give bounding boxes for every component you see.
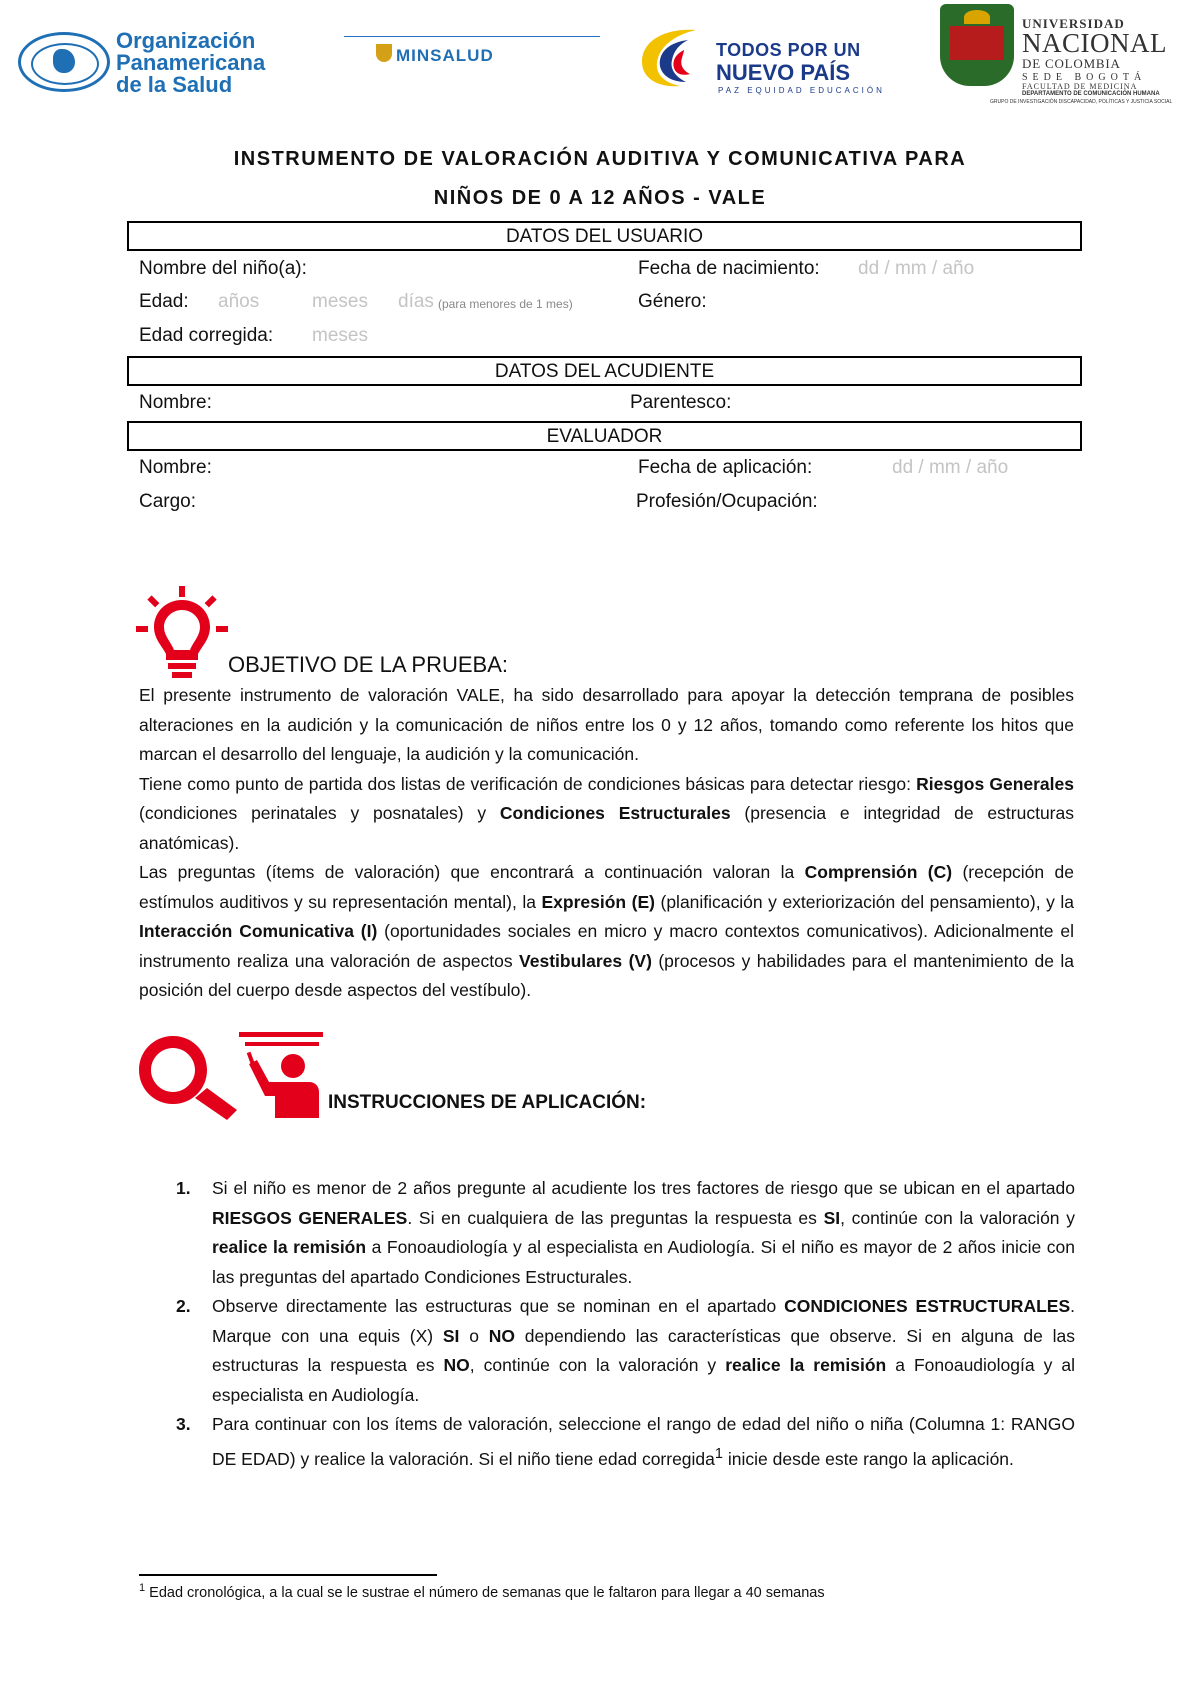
objective-heading: OBJETIVO DE LA PRUEBA: <box>228 652 508 677</box>
ops-line2: Panamericana <box>116 50 266 75</box>
minsalud-logo: MINSALUD <box>396 46 494 65</box>
instruction-item-1: 1. Si el niño es menor de 2 años pregunte al acudiente los tres factores de riesgo que se ubican en el apartado RIESGOS GENERALES. Si en cualquiera de las preguntas la respuesta es SI, continúe con la valoración y realice la remisión a Fonoaudiología y al especialista en Audiología. Si el niño es mayor de 2 años inicie con las preguntas del apartado Condiciones Estructurales. <box>170 1174 1075 1292</box>
unal-logo <box>940 2 1180 105</box>
unal-line5: FACULTAD DE MEDICINA <box>1022 82 1138 91</box>
comprension-term: Comprensión (C) <box>804 862 953 882</box>
objective-text <box>139 681 1074 1006</box>
unal-line3: DE COLOMBIA <box>1022 56 1121 71</box>
unal-shield-icon <box>940 4 1014 86</box>
todos-line2: NUEVO PAÍS <box>716 60 851 85</box>
interaccion-term: Interacción Comunicativa (I) <box>139 921 378 941</box>
corrected-age-months-field[interactable]: meses <box>312 325 368 346</box>
teacher-icon <box>235 1030 325 1120</box>
vestibulares-term: Vestibulares (V) <box>519 950 652 971</box>
ops-logo <box>18 30 298 95</box>
section-header-usuario: DATOS DEL USUARIO <box>127 221 1082 251</box>
age-label: Edad: <box>139 291 189 312</box>
colombia-shield-icon <box>376 44 392 62</box>
application-date-label: Fecha de aplicación: <box>638 457 813 478</box>
unal-line6: DEPARTAMENTO DE COMUNICACIÓN HUMANA <box>1022 91 1160 97</box>
evaluator-name-label: Nombre: <box>139 457 212 478</box>
footnote-reference[interactable]: 1 <box>714 1445 724 1462</box>
instruction-item-3: 3. Para continuar con los ítems de valoración, seleccione el rango de edad del niño o niña (Columna 1: RANGO DE EDAD) y realice la valoración. Si el niño tiene edad corregida$^1$ inicie desde este rango la aplicación. <box>170 1410 1075 1474</box>
birth-date-label: Fecha de nacimiento: <box>638 258 820 279</box>
condiciones-estructurales-term: Condiciones Estructurales <box>499 803 731 823</box>
colombia-swoosh-icon <box>636 24 708 92</box>
unal-line1: UNIVERSIDAD <box>1022 16 1125 31</box>
footnote-divider <box>139 1574 437 1576</box>
minsalud-divider <box>344 36 600 37</box>
instructions-heading: INSTRUCCIONES DE APLICACIÓN: <box>328 1092 647 1113</box>
riesgos-generales-term: Riesgos Generales <box>916 773 1074 794</box>
objective-paragraph-1: El presente instrumento de valoración VALE, ha sido desarrollado para apoyar la detección temprana de posibles alteraciones en la audición y la comunicación de niños entre los 0 y 12 años, tomando como referente los hitos que marcan el desarrollo del lenguaje, la audición y la comunicación. <box>139 685 1074 764</box>
document-title-line1: INSTRUMENTO DE VALORACIÓN AUDITIVA Y COMUNICATIVA PARA <box>233 148 967 170</box>
magnifier-icon <box>137 1034 239 1120</box>
instruction-item-2: 2. Observe directamente las estructuras que se nominan en el apartado CONDICIONES ESTRUCTURALES. Marque con una equis (X) SI o NO dependiendo las características que observe. Si en alguna de las estructuras la respuesta es NO, continúe con la valoración y realice la remisión a Fonoaudiología y al especialista en Audiología. <box>170 1292 1075 1410</box>
corrected-age-label: Edad corregida: <box>139 325 274 346</box>
position-label: Cargo: <box>139 491 197 512</box>
footnote <box>139 1582 825 1601</box>
ops-logo-text <box>116 30 265 96</box>
instructions-list <box>170 1174 1075 1474</box>
section-header-evaluador: EVALUADOR <box>127 421 1082 451</box>
age-days-note: (para menores de 1 mes) <box>438 297 573 311</box>
unal-line2: NACIONAL <box>1022 28 1167 58</box>
todos-por-un-nuevo-pais-logo <box>636 20 896 96</box>
unal-line7: GRUPO DE INVESTIGACIÓN DISCAPACIDAD, POLÍTICAS Y JUSTICIA SOCIAL <box>990 99 1173 105</box>
footnote-text: Edad cronológica, a la cual se le sustrae el número de semanas que le faltaron para llegar a 40 semanas <box>145 1584 825 1601</box>
footnote-number: 1 <box>139 1582 146 1594</box>
age-months-field[interactable]: meses <box>312 291 368 312</box>
objective-paragraph-2: Tiene como punto de partida dos listas de verificación de condiciones básicas para detectar riesgo: Riesgos Generales (condiciones perinatales y posnatales) y Condiciones Estructurales (presencia e integridad de estructuras anatómicas). <box>139 773 1074 853</box>
birth-date-field[interactable]: dd / mm / año <box>858 258 975 279</box>
expresion-term: Expresión (E) <box>541 891 655 912</box>
ops-line1: Organización <box>116 28 256 53</box>
child-name-label: Nombre del niño(a): <box>139 258 307 279</box>
instruction-number: 2. <box>176 1296 191 1316</box>
section-header-acudiente: DATOS DEL ACUDIENTE <box>127 356 1082 386</box>
objective-paragraph-3: Las preguntas (ítems de valoración) que encontrará a continuación valoran la Comprensión (C) (recepción de estímulos auditivos y su representación mental), la Expresión (E) (planificación y exteriorización del pensamiento), y la Interacción Comunicativa (I) (oportunidades sociales en micro y macro contextos comunicativos). Adicionalmente el instrumento realiza una valoración de aspectos Vestibulares (V) (procesos y habilidades para el mantenimiento de la posición del cuerpo desde aspectos del vestíbulo). <box>139 862 1074 1000</box>
age-days-field[interactable]: días <box>398 291 434 312</box>
todos-line1: TODOS POR UN <box>716 40 861 60</box>
instruction-number: 1. <box>176 1178 191 1198</box>
globe-icon <box>18 32 110 92</box>
todos-line3: PAZ EQUIDAD EDUCACIÓN <box>718 86 885 95</box>
document-title-line2: NIÑOS DE 0 A 12 AÑOS - VALE <box>433 187 767 209</box>
age-years-field[interactable]: años <box>218 291 260 312</box>
guardian-name-label: Nombre: <box>139 392 212 413</box>
instruction-number: 3. <box>176 1414 191 1434</box>
unal-line4: SEDE BOGOTÁ <box>1022 72 1147 83</box>
profession-label: Profesión/Ocupación: <box>636 491 818 512</box>
gender-label: Género: <box>638 291 707 312</box>
lightbulb-icon <box>136 584 232 680</box>
ops-line3: de la Salud <box>116 72 233 97</box>
application-date-field[interactable]: dd / mm / año <box>892 457 1009 478</box>
relationship-label: Parentesco: <box>630 392 732 413</box>
